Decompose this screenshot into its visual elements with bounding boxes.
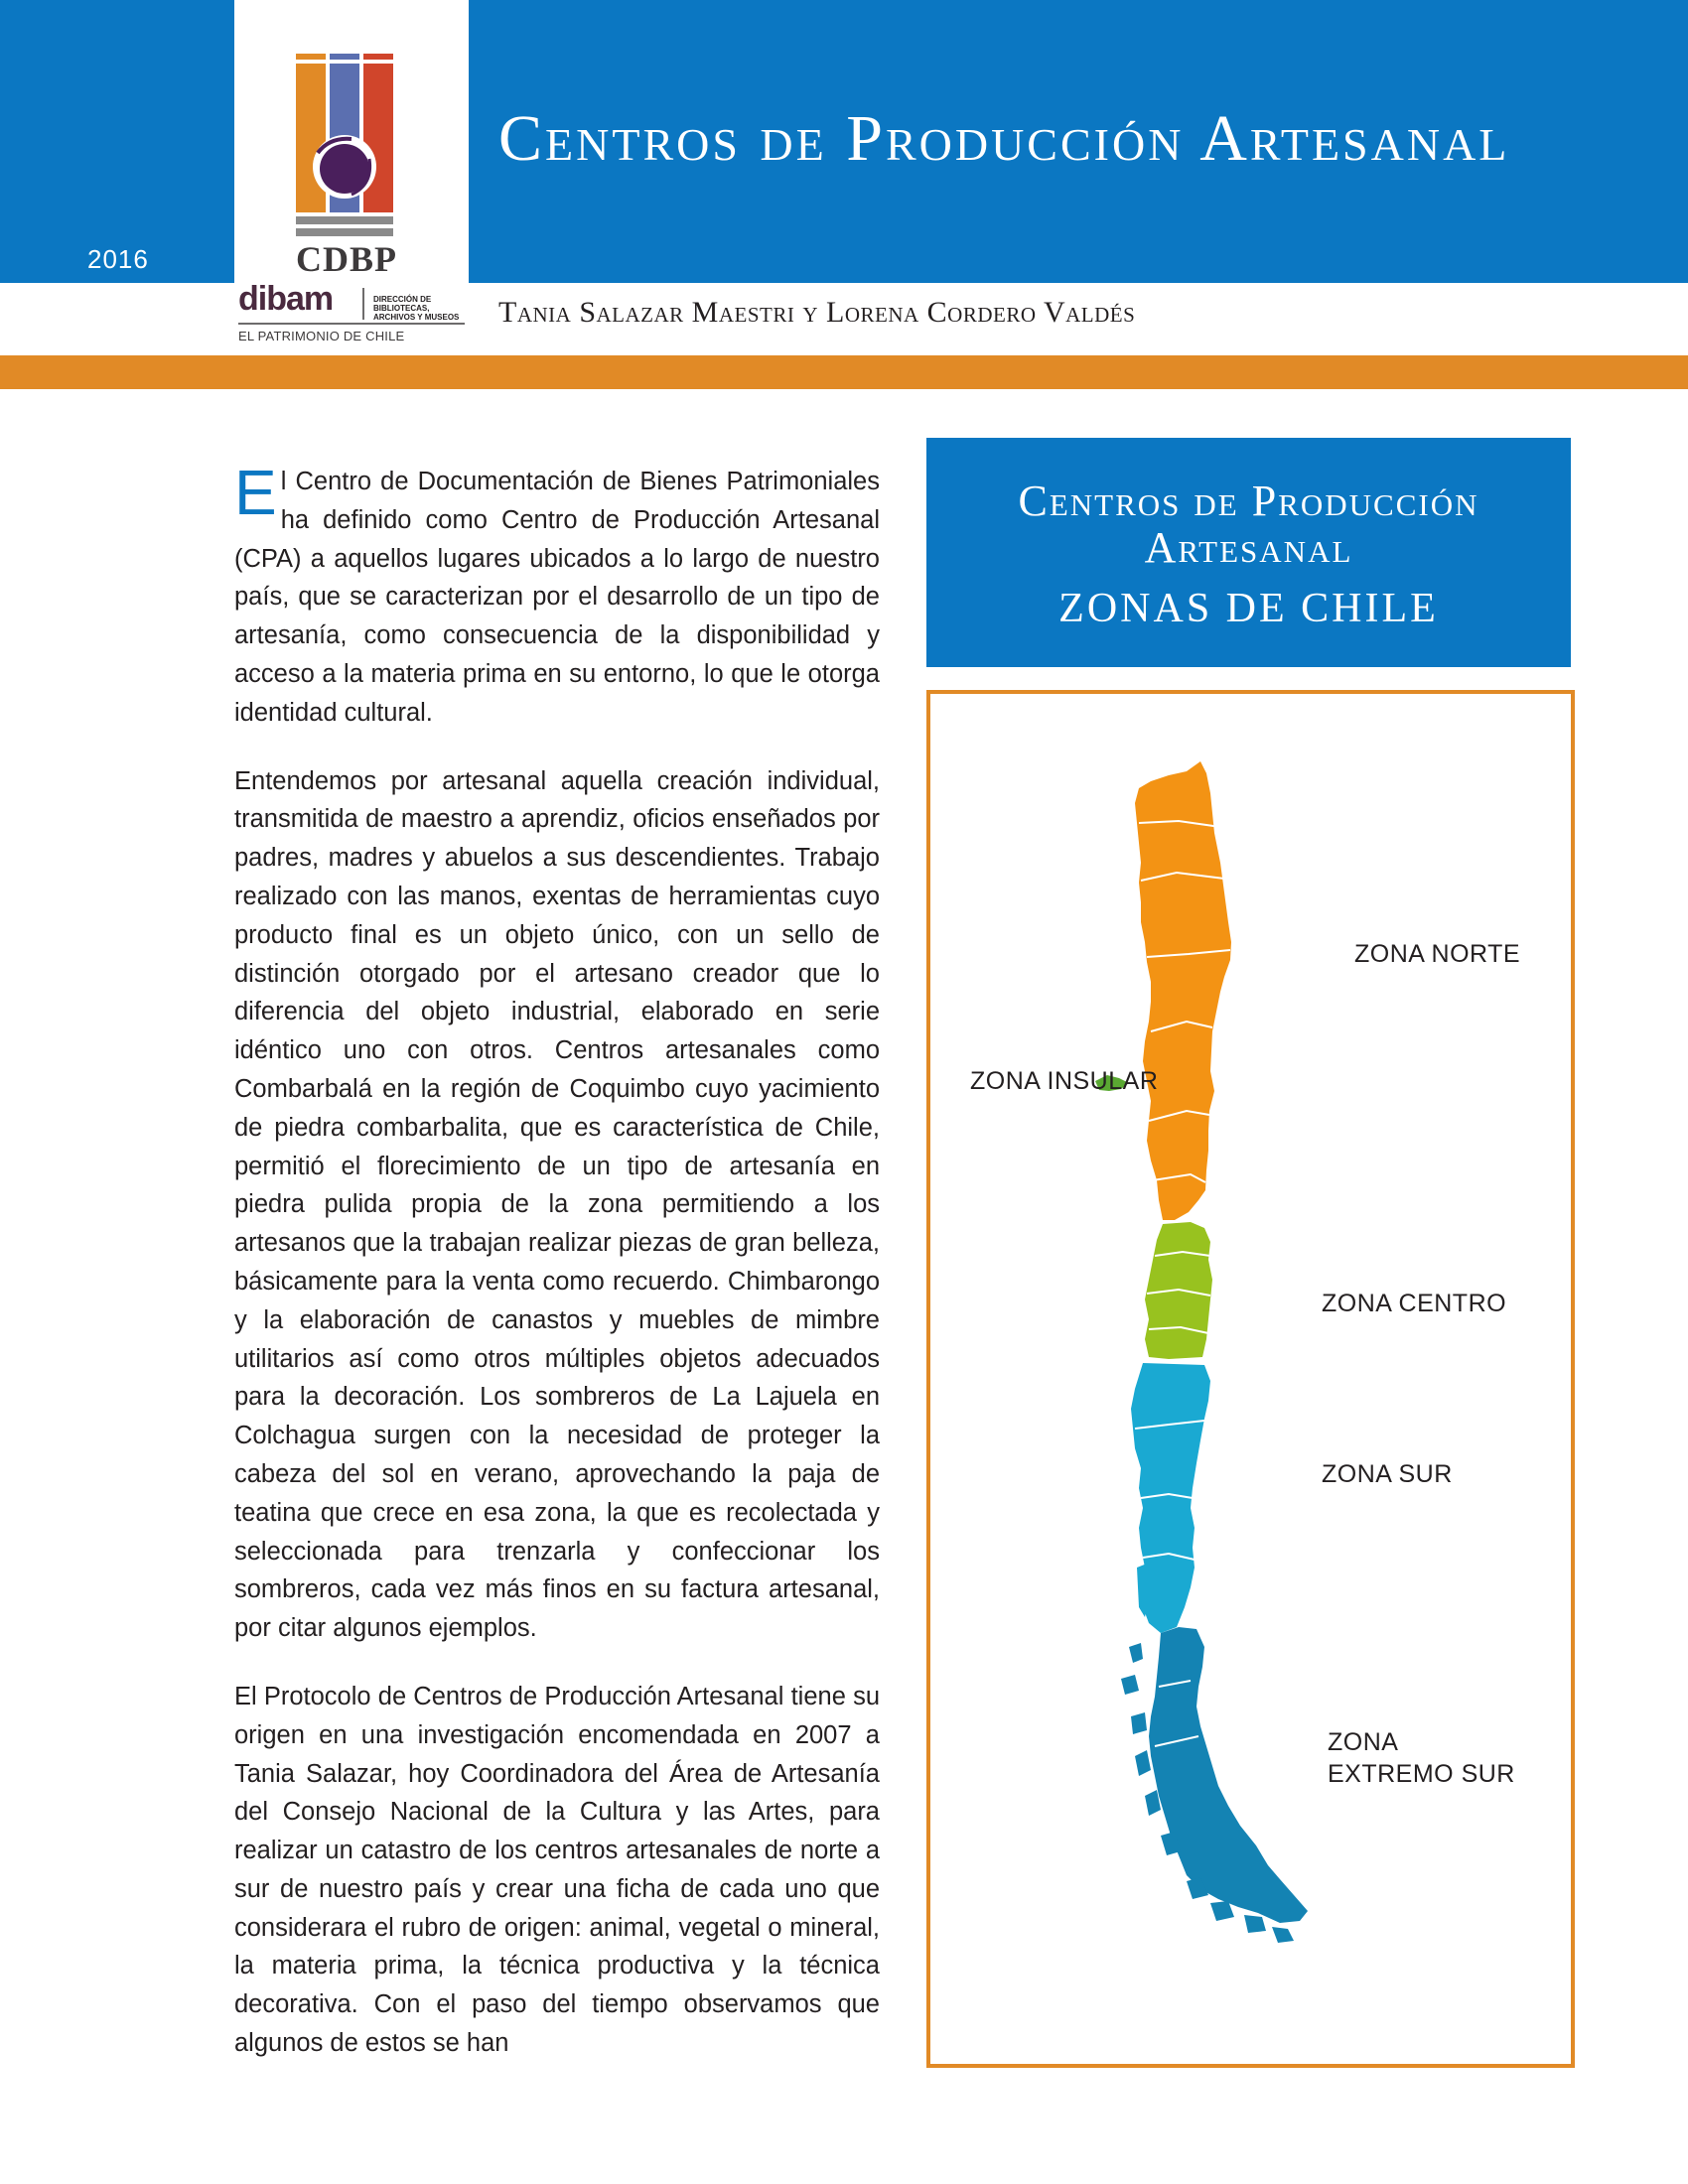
cdbp-acronym: CDBP [296, 239, 397, 279]
body-text [234, 457, 880, 2093]
zone-extremo-sur-line2: EXTREMO SUR [1328, 1760, 1515, 1788]
authors-line: Tania Salazar Maestri y Lorena Cordero Valdés [498, 296, 1136, 329]
zone-norte-shape [1135, 761, 1231, 1220]
zone-extremo-sur-line1: ZONA [1328, 1728, 1399, 1756]
zone-sur-label: ZONA SUR [1322, 1460, 1453, 1488]
publication-year: 2016 [87, 244, 149, 274]
map-panel-title-line2: Artesanal [1144, 523, 1353, 572]
zone-extremo-sur-shape [1149, 1627, 1308, 1923]
paragraph-3: El Protocolo de Centros de Producción Artesanal tiene su origen en una investigación encomendada en 2007 a Tania Salazar, hoy Coordinadora del Área de Artesanía del Consejo Nacional de la Cultura y las Artes, para realizar un catastro de los centros artesanales de norte a sur de nuestro país y crear una ficha de cada uno que considerara el rubro de origen: animal, vegetal o mineral, la materia prima, la técnica productiva y la técnica decorativa. Con el paso del tiempo observamos que algunos de estos se han [234, 1682, 880, 2058]
zone-norte-label: ZONA NORTE [1354, 940, 1521, 968]
paragraph-1 [234, 457, 880, 733]
zone-insular-label: ZONA INSULAR [970, 1067, 1159, 1095]
zone-centro-label: ZONA CENTRO [1322, 1290, 1507, 1317]
drop-cap: E [234, 457, 277, 528]
chile-zones-map [926, 690, 1575, 2068]
map-panel-subtitle: ZONAS DE CHILE [1058, 586, 1439, 631]
dibam-subtitle: DIRECCIÓN DE BIBLIOTECAS, ARCHIVOS Y MUSEOS [373, 295, 460, 322]
logo-tagline: EL PATRIMONIO DE CHILE [238, 329, 405, 343]
zone-extremo-sur-label [1328, 1726, 1515, 1790]
map-panel-header [926, 438, 1571, 667]
chile-map-icon [930, 694, 1571, 2064]
orange-divider [0, 355, 1688, 389]
dibam-wordmark: dibam [238, 280, 334, 318]
map-panel-title [926, 478, 1571, 571]
paragraph-2: Entendemos por artesanal aquella creación individual, transmitida de maestro a aprendiz, oficios enseñados por padres, madres y abuelos a sus descendientes. Trabajo realizado con las manos, exentas de herramientas cuyo producto final es un objeto único, con un sello de distinción otorgado por el artesano creador que lo diferencia del objeto industrial, elaborado en serie idéntico uno con otros. Centros artesanales como Combarbalá en la región de Coquimbo cuyo yacimiento de piedra combarbalita, que es característica de Chile, permitió el florecimiento de un tipo de artesanía en piedra pulida propia de la zona permitiendo a los artesanos que la trabajan realizar piezas de gran belleza, básicamente para la venta como recuerdo. Chimbarongo y la elaboración de canastos y muebles de mimbre utilitarios así como otros múltiples objetos adecuados para la decoración. Los sombreros de La Lajuela en Colchagua surgen con la necesidad de proteger la cabeza del sol en verano, aprovechando la paja de teatina que crece en esa zona, la que es recolectada y seleccionada para trenzarla y confeccionar los sombreros, cada vez más finos en su factura artesanal, por citar algunos ejemplos. [234, 766, 880, 1643]
map-panel-title-line1: Centros de Producción [1018, 477, 1479, 525]
page-title: Centros de Producción Artesanal [498, 102, 1510, 175]
paragraph-1-text: l Centro de Documentación de Bienes Patrimoniales ha definido como Centro de Producción Artesanal (CPA) a aquellos lugares ubicados a lo largo de nuestro país, que se caracterizan por el desarrollo de un tipo de artesanía, como consecuencia de la disponibilidad y acceso a la materia prima en su entorno, lo que le otorga identidad cultural. [234, 468, 880, 727]
